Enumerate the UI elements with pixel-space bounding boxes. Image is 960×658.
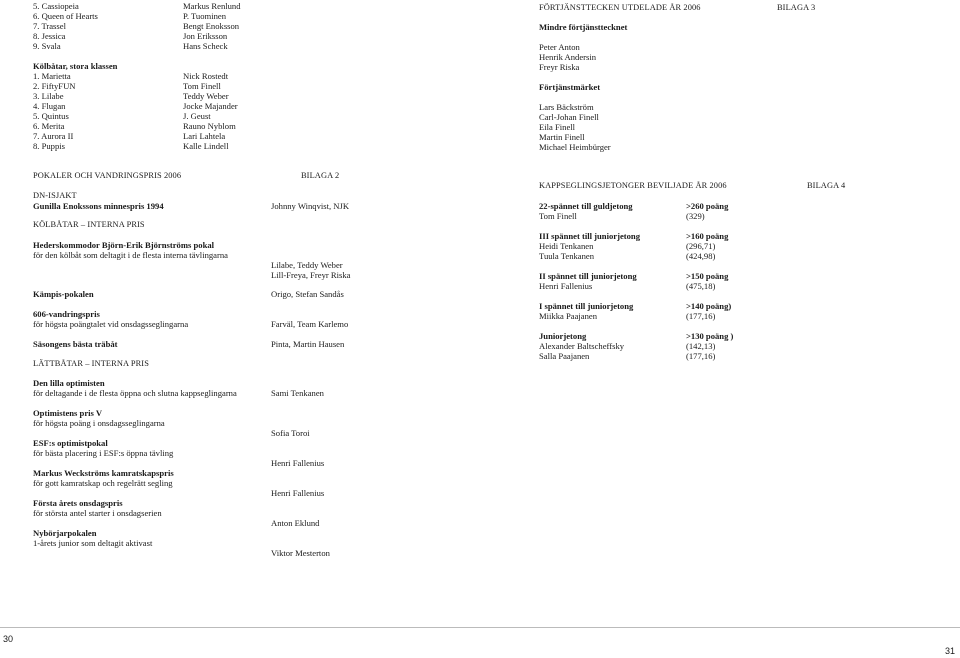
recipient-name: Eila Finell	[539, 122, 576, 132]
class-heading: Kölbåtar, stora klassen	[33, 61, 118, 71]
prize-title: Markus Weckströms kamratskapspris	[33, 468, 174, 478]
jetong-name: Salla Paajanen	[539, 351, 590, 361]
skipper-name: Tom Finell	[183, 81, 221, 91]
jetong-name: Heidi Tenkanen	[539, 241, 594, 251]
v606-title: 606-vandringspris	[33, 309, 100, 319]
jetong-threshold: >150 poäng	[686, 271, 729, 281]
recipient-name: Lars Bäckström	[539, 102, 594, 112]
boat-name: 6. Queen of Hearts	[33, 11, 98, 21]
fortjanst-bilaga: BILAGA 3	[777, 3, 816, 12]
boat-name: 5. Cassiopeia	[33, 1, 79, 11]
page-number-right: 31	[945, 646, 956, 656]
jetong-score: (177,16)	[686, 311, 716, 321]
jetong-name: Alexander Baltscheffsky	[539, 341, 625, 351]
boat-name: 1. Marietta	[33, 71, 71, 81]
marke-heading: Förtjänstmärket	[539, 82, 601, 92]
boat-name: 5. Quintus	[33, 111, 69, 121]
jetong-score: (142,13)	[686, 341, 716, 351]
prize-title: Nybörjarpokalen	[33, 528, 97, 538]
recipient-name: Freyr Riska	[539, 62, 580, 72]
lattbatar-heading: LÄTTBÅTAR – INTERNA PRIS	[33, 359, 149, 368]
jetong-label: Juniorjetong	[539, 331, 587, 341]
prize-winner: Henri Fallenius	[271, 458, 325, 468]
skipper-name: Teddy Weber	[183, 91, 229, 101]
jetong-score: (177,16)	[686, 351, 716, 361]
boat-name: 8. Jessica	[33, 31, 66, 41]
prize-desc: för deltagande i de flesta öppna och slutna kappseglingarna	[33, 388, 237, 398]
hederskommodor-desc: för den kölbåt som deltagit i de flesta interna tävlingarna	[33, 250, 228, 260]
prize-desc: för högsta poäng i onsdagsseglingarna	[33, 418, 165, 428]
jetong-label: 22-spännet till guldjetong	[539, 201, 633, 211]
jetong-threshold: >260 poäng	[686, 201, 729, 211]
jetong-threshold: >130 poäng )	[686, 331, 734, 341]
sasong-winner: Pinta, Martin Hausen	[271, 339, 345, 349]
jetong-score: (475,18)	[686, 281, 716, 291]
sasong-title: Säsongens bästa träbåt	[33, 339, 118, 349]
jetong-label: III spännet till juniorjetong	[539, 231, 640, 241]
jetong-threshold: >140 poäng)	[686, 301, 732, 311]
skipper-name: Lari Lahtela	[183, 131, 226, 141]
skipper-name: Hans Scheck	[183, 41, 228, 51]
boat-name: 6. Merita	[33, 121, 65, 131]
boat-name: 2. FiftyFUN	[33, 81, 76, 91]
hederskommodor-winner-2: Lill-Freya, Freyr Riska	[271, 270, 351, 280]
v606-desc: för högsta poängtalet vid onsdagsseglingarna	[33, 319, 189, 329]
jetong-score: (329)	[686, 211, 705, 221]
jetong-name: Miikka Paajanen	[539, 311, 597, 321]
hederskommodor-title: Hederskommodor Björn-Erik Björnströms pokal	[33, 240, 215, 250]
kolbatar-heading: KÖLBÅTAR – INTERNA PRIS	[33, 220, 145, 229]
dn-label: DN-ISJAKT	[33, 191, 77, 200]
jetong-threshold: >160 poäng	[686, 231, 729, 241]
jetong-label: I spännet till juniorjetong	[539, 301, 634, 311]
kappsegling-bilaga: BILAGA 4	[807, 181, 846, 190]
v606-winner: Farväl, Team Karlemo	[271, 319, 349, 329]
skipper-name: Bengt Enoksson	[183, 21, 240, 31]
skipper-name: Nick Rostedt	[183, 71, 229, 81]
prize-winner: Sami Tenkanen	[271, 388, 324, 398]
jetong-score: (296,71)	[686, 241, 716, 251]
prize-desc: för gott kamratskap och regelrätt segling	[33, 478, 173, 488]
kappsegling-title: KAPPSEGLINGSJETONGER BEVILJADE ÅR 2006	[539, 181, 727, 190]
skipper-name: Markus Renlund	[183, 1, 241, 11]
jetong-name: Tuula Tenkanen	[539, 251, 595, 261]
recipient-name: Martin Finell	[539, 132, 585, 142]
prize-desc: för bästa placering i ESF:s öppna tävling	[33, 448, 174, 458]
pokaler-bilaga: BILAGA 2	[301, 171, 340, 180]
pokaler-title: POKALER OCH VANDRINGSPRIS 2006	[33, 171, 182, 180]
recipient-name: Michael Heimbürger	[539, 142, 611, 152]
kampis-winner: Origo, Stefan Sandås	[271, 289, 344, 299]
prize-desc: 1-årets junior som deltagit aktivast	[33, 538, 153, 548]
prize-title: ESF:s optimistpokal	[33, 438, 108, 448]
prize-desc: för största antel starter i onsdagserien	[33, 508, 162, 518]
prize-title: Optimistens pris V	[33, 408, 103, 418]
prize-winner: Sofia Toroi	[271, 428, 310, 438]
prize-winner: Anton Eklund	[271, 518, 320, 528]
dn-prize: Gunilla Enokssons minnespris 1994	[33, 201, 164, 211]
skipper-name: J. Geust	[183, 111, 211, 121]
hederskommodor-winner-1: Lilabe, Teddy Weber	[271, 260, 343, 270]
boat-name: 4. Flugan	[33, 101, 66, 111]
page-number-left: 30	[3, 634, 14, 644]
mindre-heading: Mindre förtjänsttecknet	[539, 22, 628, 32]
skipper-name: Rauno Nyblom	[183, 121, 236, 131]
boat-name: 3. Lilabe	[33, 91, 64, 101]
recipient-name: Henrik Andersin	[539, 52, 597, 62]
jetong-name: Tom Finell	[539, 211, 577, 221]
prize-title: Första årets onsdagspris	[33, 498, 123, 508]
jetong-label: II spännet till juniorjetong	[539, 271, 637, 281]
boat-name: 7. Trassel	[33, 21, 66, 31]
prize-winner: Henri Fallenius	[271, 488, 325, 498]
boat-name: 7. Aurora II	[33, 131, 74, 141]
jetong-score: (424,98)	[686, 251, 716, 261]
jetong-name: Henri Fallenius	[539, 281, 593, 291]
dn-winner: Johnny Winqvist, NJK	[271, 201, 350, 211]
page-divider	[0, 627, 960, 628]
skipper-name: P. Tuominen	[183, 11, 226, 21]
prize-title: Den lilla optimisten	[33, 378, 105, 388]
boat-name: 8. Puppis	[33, 141, 65, 151]
prize-winner: Viktor Mesterton	[271, 548, 330, 558]
kampis-title: Kämpis-pokalen	[33, 289, 94, 299]
fortjanst-title: FÖRTJÄNSTTECKEN UTDELADE ÅR 2006	[539, 3, 701, 12]
skipper-name: Kalle Lindell	[183, 141, 229, 151]
recipient-name: Carl-Johan Finell	[539, 112, 599, 122]
skipper-name: Jon Eriksson	[183, 31, 228, 41]
boat-name: 9. Svala	[33, 41, 61, 51]
recipient-name: Peter Anton	[539, 42, 580, 52]
skipper-name: Jocke Majander	[183, 101, 238, 111]
